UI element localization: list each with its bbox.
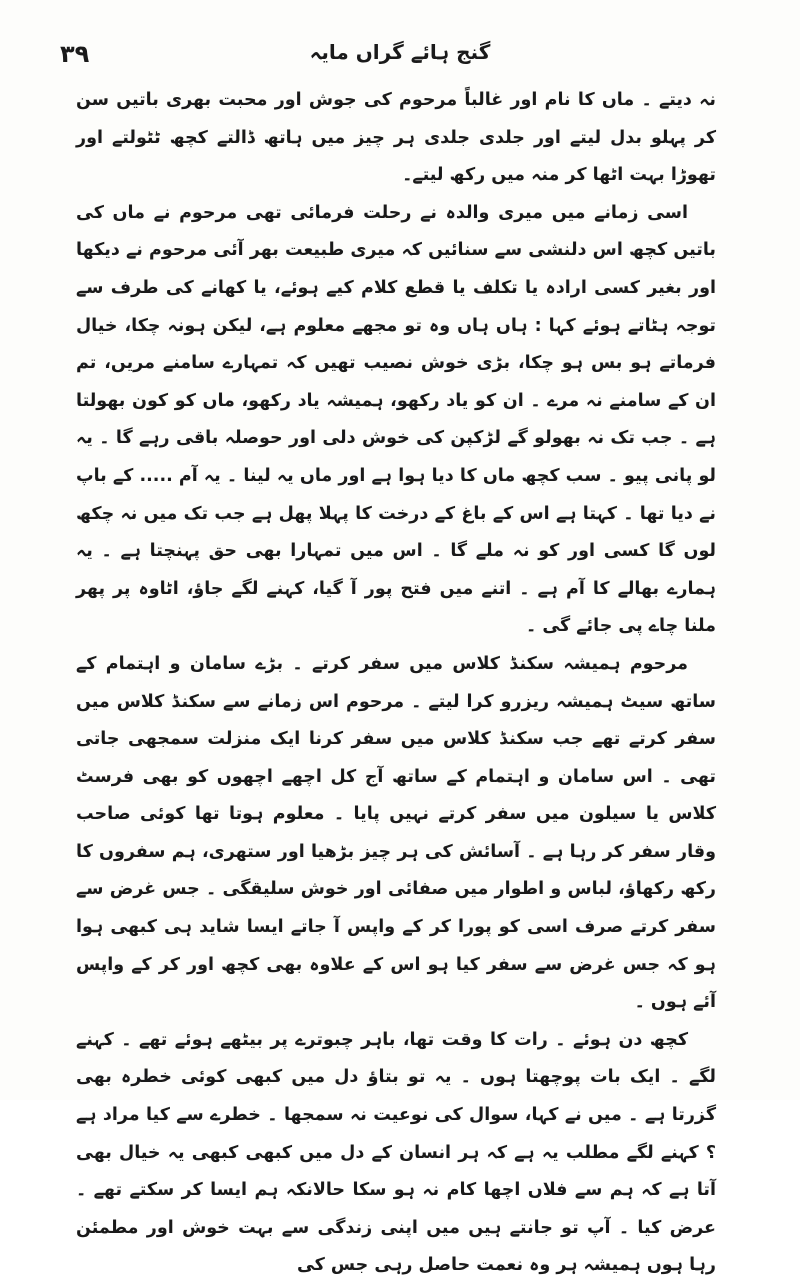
running-title: گنج ہائے گراں مایہ (309, 40, 491, 64)
page-number: ۳۹ (60, 40, 90, 68)
body-text (76, 82, 716, 1285)
page-header (60, 40, 740, 80)
paragraph: کچھ دن ہوئے ۔ رات کا وقت تھا، باہر چبوترے پر بیٹھے ہوئے تھے ۔ کہنے لگے ۔ ایک بات پوچھتا ہوں ۔ یہ تو بتاؤ دل میں کبھی کوئی خطرہ بھی گزرتا ہے ۔ میں نے کہا، سوال کی نوعیت نہ سمجھا ۔ خطرے سے کیا مراد ہے ؟ کہنے لگے مطلب یہ ہے کہ ہر انسان کے دل میں کبھی کبھی یہ خیال بھی آتا ہے کہ ہم سے فلاں اچھا کام نہ ہو سکا حالانکہ ہم ایسا کر سکتے تھے ۔ عرض کیا ۔ آپ تو جانتے ہیں میں اپنی زندگی سے بہت خوش اور مطمئن رہا ہوں ہمیشہ ہر وہ نعمت حاصل رہی جس کی (76, 1029, 716, 1276)
paragraph: مرحوم ہمیشہ سکنڈ کلاس میں سفر کرتے ۔ بڑے سامان و اہتمام کے ساتھ سیٹ ہمیشہ ریزرو کرا لیتے ۔ مرحوم اس زمانے سے سکنڈ کلاس میں سفر کرتے تھے جب سکنڈ کلاس میں سفر کرنا ایک منزلت سمجھی جاتی تھی ۔ اس سامان و اہتمام کے ساتھ آج کل اچھے اچھوں کو بھی فرسٹ کلاس یا سیلون میں سفر کرتے نہیں پایا ۔ معلوم ہوتا تھا کوئی صاحب وقار سفر کر رہا ہے ۔ آسائش کی ہر چیز بڑھیا اور ستھری، ہم سفروں کا رکھ رکھاؤ، لباس و اطوار میں صفائی اور خوش سلیقگی ۔ جس غرض سے سفر کرتے صرف اسی کو پورا کر کے واپس آ جاتے ایسا شاید ہی کبھی ہوا ہو کہ جس غرض سے سفر کیا ہو اس کے علاوہ بھی کچھ اور کر کے واپس آئے ہوں ۔ (76, 653, 716, 1013)
paragraph: اسی زمانے میں میری والدہ نے رحلت فرمائی تھی مرحوم نے ماں کی باتیں کچھ اس دلنشی سے سنائیں کہ میری طبیعت بھر آئی مرحوم نے دیکھا اور بغیر کسی ارادہ یا تکلف یا قطع کلام کیے ہوئے، یا کھانے کی طرف سے توجہ ہٹاتے ہوئے کہا : ہاں ہاں وہ تو مجھے معلوم ہے، لیکن ہونہ چکا، خیال فرماتے ہو بس ہو چکا، بڑی خوش نصیب تھیں کہ تمہارے سامنے مریں، تم ان کے سامنے نہ مرے ۔ ان کو یاد رکھو، ہمیشہ یاد رکھو، ماں کو کون بھولتا ہے ۔ جب تک نہ بھولو گے لڑکپن کی خوش دلی اور حوصلہ باقی رہے گا ۔ یہ لو پانی پیو ۔ سب کچھ ماں کا دیا ہوا ہے اور ماں یہ لینا ۔ یہ آم ..... کے باپ نے دیا تھا ۔ کہتا ہے اس کے باغ کے درخت کا پہلا پھل ہے جب تک میں نہ چکھ لوں گا کسی اور کو نہ ملے گا ۔ اس میں تمہارا بھی حق پہنچتا ہے ۔ یہ ہمارے بھالے کا آم ہے ۔ اتنے میں فتح پور آ گیا، کہنے لگے جاؤ، اٹاوہ پر پھر ملنا چاے پی جائے گی ۔ (76, 202, 716, 637)
paragraph: نہ دیتے ۔ ماں کا نام اور غالباً مرحوم کی جوش اور محبت بھری باتیں سن کر پہلو بدل لیتے اور جلدی جلدی ہر چیز میں ہاتھ ڈالتے کچھ ٹٹولتے اور تھوڑا بہت اٹھا کر منہ میں رکھ لیتے۔ (76, 90, 716, 186)
